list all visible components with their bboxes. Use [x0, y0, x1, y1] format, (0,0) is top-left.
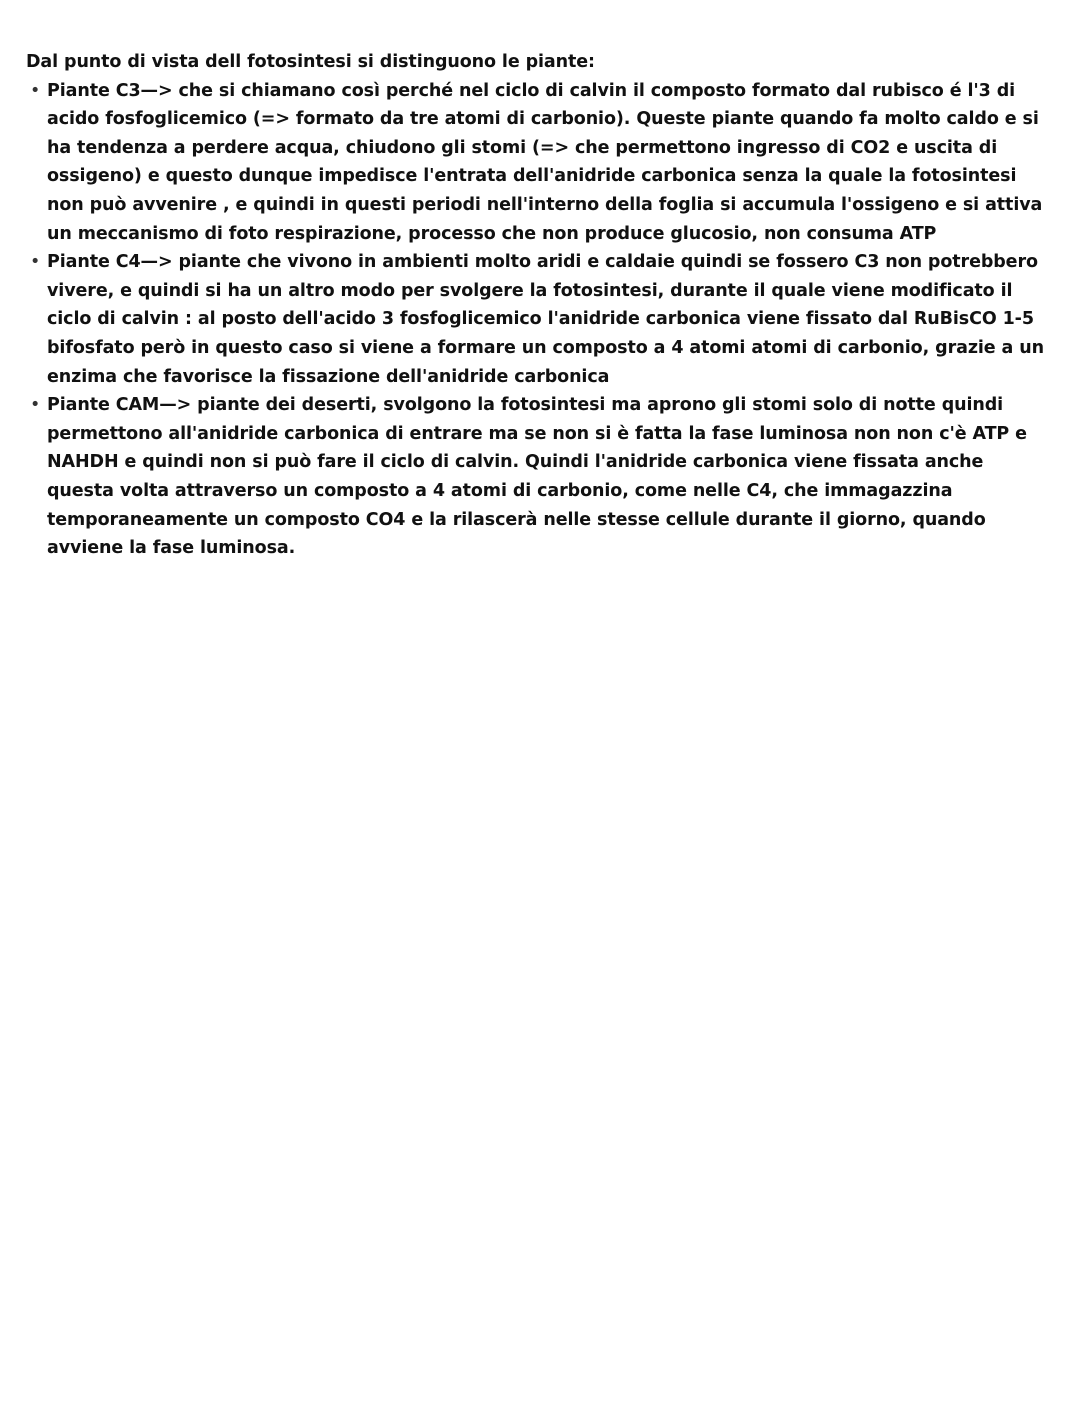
list-item-text: Piante C4—> piante che vivono in ambienti molto aridi e caldaie quindi se fossero C3 non potrebbero vivere, e quindi si ha un altro modo per svolgere la fotosintesi, durante il quale viene modificato il ciclo di calvin : al posto dell'acido 3 fosfoglicemico l'anidride carbonica viene fissato dal RuBisCO 1-5 bifosfato però in questo caso si viene a formare un composto a 4 atomi atomi di carbonio, grazie a un enzima che favorisce la fissazione dell'anidride carbonica [47, 252, 1044, 387]
list-item-text: Piante CAM—> piante dei deserti, svolgono la fotosintesi ma aprono gli stomi solo di notte quindi permettono all'anidride carbonica di entrare ma se non si è fatta la fase luminosa non non c'è ATP e NAHDH e quindi non si può fare il ciclo di calvin. Quindi l'anidride carbonica viene fissata anche questa volta attraverso un composto a 4 atomi di carbonio, come nelle C4, che immagazzina temporaneamente un composto CO4 e la rilascerà nelle stesse cellule durante il giorno, quando avviene la fase luminosa. [47, 395, 1027, 559]
plant-types-list [26, 77, 1056, 563]
intro-text: Dal punto di vista dell fotosintesi si distinguono le piante: [26, 52, 595, 72]
notes-body [26, 48, 1056, 563]
list-item-c3 [26, 77, 1056, 249]
bullet-icon: • [30, 80, 41, 101]
list-item-c4 [26, 248, 1056, 391]
bullet-icon: • [30, 395, 41, 416]
list-item-cam [26, 391, 1056, 563]
bullet-icon: • [30, 252, 41, 273]
list-item-text: Piante C3—> che si chiamano così perché nel ciclo di calvin il composto formato dal rubisco é l'3 di acido fosfoglicemico (=> formato da tre atomi di carbonio). Queste piante quando fa molto caldo e si ha tendenza a perdere acqua, chiudono gli stomi (=> che permettono ingresso di CO2 e uscita di ossigeno) e questo dunque impedisce l'entrata dell'anidride carbonica senza la quale la fotosintesi non può avvenire , e quindi in questi periodi nell'interno della foglia si accumula l'ossigeno e si attiva un meccanismo di foto respirazione, processo che non produce glucosio, non consuma ATP [47, 80, 1043, 244]
